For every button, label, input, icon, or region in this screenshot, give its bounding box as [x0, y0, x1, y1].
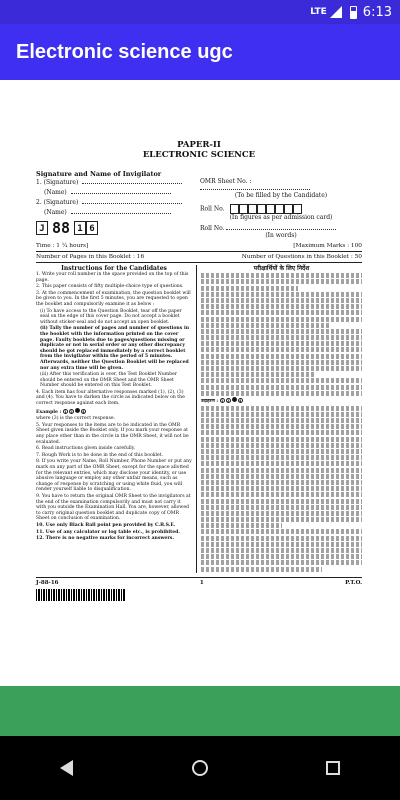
example-note: where (3) is the correct response.: [36, 416, 116, 422]
instruction-12: 12. There is no negative marks for incorrect answers.: [36, 536, 174, 542]
paper-subject: ELECTRONIC SCIENCE: [142, 150, 256, 160]
app-title: Electronic science ugc: [16, 40, 233, 63]
footer-code: J-88-16: [36, 579, 59, 586]
roll-note: (In figures as per admission card): [229, 213, 333, 221]
signal-indicator: [310, 6, 342, 18]
time-label: Time : 1 ¼ hours]: [36, 242, 89, 249]
instruction-9: 9. You have to return the original OMR Sheet to the invigilators at the end of the examination compulsorily and must not carry it with you outside the Examination Hall. You are, however, allowed to carry original question booklet and duplicate copy of OMR Sheet on conclusion of examination.: [36, 493, 191, 522]
document-footer: [36, 577, 362, 586]
nav-back-icon: [60, 760, 73, 776]
booklet-code: [36, 221, 192, 235]
instruction-10: 10. Use only Black Ball point pen provided by C.B.S.E.: [36, 522, 176, 528]
instruction-5: 5. Your responses to the items are to be indicated in the OMR Sheet given inside the Booklet only. If you mark your response at any place other than in the circle in the OMR Sheet, it will not be evaluated.: [36, 422, 189, 445]
footer-page: 1: [199, 579, 204, 586]
recent-apps-button[interactable]: [303, 744, 363, 792]
sig1-label: 1. (Signature): [36, 179, 79, 186]
pages-label: Number of Pages in this Booklet : 16: [36, 253, 145, 260]
instruction-3-i: (i) To have access to the Question Booklet, tear off the paper seal on the edge of this cover page. Do not accept a booklet without sticker-seal and do not accept an open booklet.: [40, 308, 182, 325]
exam-cover-page: [36, 140, 362, 601]
instruction-2: 2. This paper consists of fifty multiple-choice type of questions.: [36, 284, 184, 290]
instruction-8: 8. If you write your Name, Roll Number, Phone Number or put any mark on any part of the OMR Sheet, except for the space allotted for the relevant entries, which may disclose your identity, or use abusive language or employ any other unfair means, such as change of response by scratching or using white fluid, you will render yourself liable to disqualification.: [36, 459, 192, 493]
booklet-prefix: J: [36, 221, 48, 235]
instruction-7: 7. Rough Work is to be done in the end of this booklet.: [36, 452, 164, 458]
back-button[interactable]: [37, 744, 97, 792]
hindi-heading: परीक्षार्थियों के लिए निर्देश: [253, 264, 310, 272]
instructions-english: [36, 265, 196, 573]
booklet-big: 88: [51, 219, 71, 237]
hindi-text-block: [201, 273, 362, 571]
ad-banner[interactable]: [0, 686, 400, 736]
instruction-4: 4. Each item has four alternative responses marked (1), (2), (3) and (4). You have to darken the circle as indicated below on the correct response against each item.: [36, 389, 185, 407]
instruction-3-ii: (ii) Tally the number of pages and number of questions in the booklet with the information printed on the cover page. Faulty booklets due to pages/questions missing or duplicate or not in serial order or any other discrepancy should be got replaced immediately by a correct booklet from the invigilator within the period of 5 minutes. Afterwards, neither the Question Booklet will be replaced nor any extra time will be given.: [40, 326, 190, 371]
hindi-example: उदाहरण : 1 2 4: [201, 398, 242, 404]
instructions-heading: Instructions for the Candidates: [61, 264, 167, 272]
document-viewer[interactable]: [0, 80, 400, 686]
instruction-1: 1. Write your roll number in the space provided on the top of this page.: [36, 272, 189, 283]
navigation-bar: [0, 736, 400, 800]
network-type: LTE: [310, 7, 327, 17]
paper-title: PAPER-II: [177, 140, 221, 150]
omr-note: (To be filled by the Candidate): [234, 192, 328, 199]
instruction-3: 3. At the commencement of examination, the question booklet will be given to you. In the first 5 minutes, you are requested to open the booklet and compulsorily examine it as below :: [36, 290, 191, 307]
max-marks: [Maximum Marks : 100: [293, 242, 362, 249]
omr-label: OMR Sheet No. :: [200, 178, 252, 185]
roll-label: Roll No.: [200, 205, 225, 212]
app-bar: [0, 24, 400, 80]
example-circles: 1 2 4: [64, 409, 85, 414]
instructions-hindi: [196, 265, 362, 573]
name1-label: (Name): [44, 189, 67, 196]
nav-home-icon: [192, 760, 208, 776]
nav-recent-icon: [326, 761, 340, 775]
barcode-image: [36, 589, 126, 601]
questions-label: Number of Questions in this Booklet : 50: [241, 253, 362, 260]
booklet-digit-2: 6: [86, 221, 98, 235]
home-button[interactable]: [170, 744, 230, 792]
instruction-11: 11. Use of any calculator or log table etc., is prohibited.: [36, 529, 180, 535]
status-bar: [0, 0, 400, 24]
booklet-digit-1: 1: [74, 221, 86, 235]
footer-pto: P.T.O.: [345, 579, 362, 586]
sig2-label: 2. (Signature): [36, 199, 79, 206]
instruction-3-iii: (iii) After this verification is over, the Test Booklet Number should be entered on the OMR Sheet and the OMR Sheet Number should be entered on this Test Booklet.: [40, 372, 177, 389]
invigilator-heading: Signature and Name of Invigilator: [36, 170, 162, 178]
name2-label: (Name): [44, 209, 67, 216]
roll-label-2: Roll No.: [200, 225, 225, 232]
instruction-6: 6. Read instructions given inside carefully.: [36, 446, 136, 452]
signal-icon: [330, 6, 342, 18]
roll-boxes: [230, 204, 302, 214]
example-line: Example : 1 2 4: [36, 408, 192, 416]
roll-note-2: (In words): [265, 232, 297, 239]
battery-icon: [350, 6, 357, 19]
clock: 6:13: [362, 4, 392, 20]
